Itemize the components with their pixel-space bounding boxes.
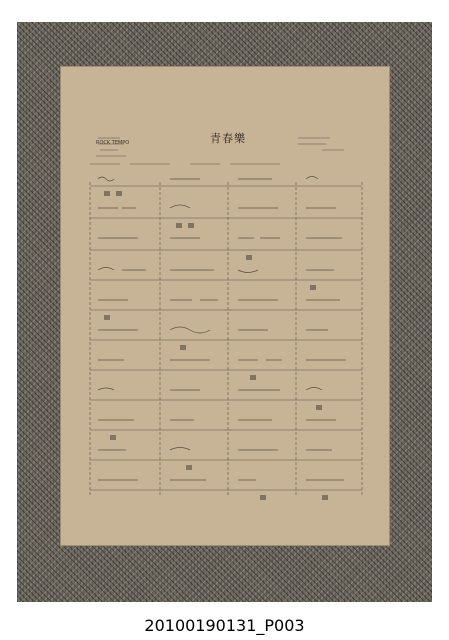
- image-caption: 20100190131_P003: [144, 616, 305, 635]
- song-title: 青春樂: [210, 132, 246, 145]
- tempo-marking: ROCK TEMPO: [96, 140, 130, 146]
